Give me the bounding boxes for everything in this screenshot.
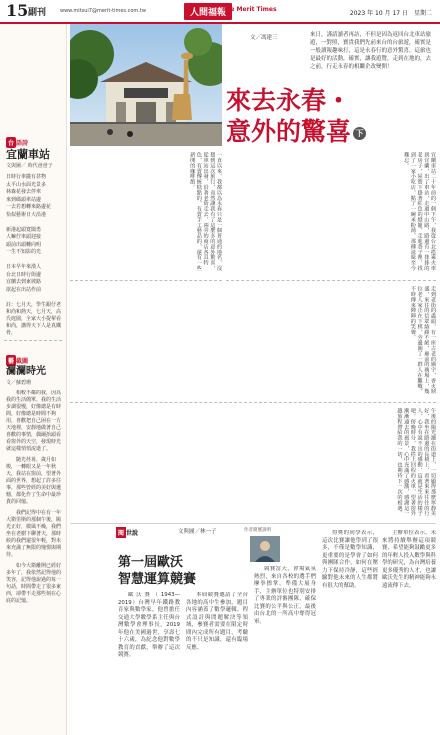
essay-body [6, 390, 62, 730]
bottom-section-rule [70, 523, 436, 524]
essay-category-text: 截圖 [16, 358, 29, 365]
essay-category-tag: 藝 [6, 355, 16, 366]
bottom-paragraph: 歐沃賽（1943—2019）台灣早年鐵路教育家與數學家，他曾擔任交通大學數學系主任與台灣數學會理事長，2019年他在美國過世，享壽七十六歲，為紀念他對數學教育的貢獻，舉辦了這次競賽。 [118, 592, 180, 658]
bottom-title [118, 554, 196, 588]
essay-paragraph: 隨光荏苒，歲月如梭，一轉眼又是一年秋天，我站在窗前，望著外面的世界，想起了許多往事，那些曾經的美好與遺憾，都化作了生命中最珍貴的回憶。 [6, 457, 62, 505]
issue-date: 2023 年 10 月 17 日 星期二 [349, 10, 432, 17]
feature-body-block-1 [226, 152, 436, 276]
poem-line: 恰似藝術日大沿港 [6, 211, 47, 218]
poem-line: 欲起在出站作前 [6, 286, 42, 293]
poem-category-text: 語詩 [16, 140, 29, 147]
feature-divider-2 [70, 280, 222, 281]
feature-paragraph: 走到老街的盡頭，有一座古老的廟宇，香火鼎盛，來往的信眾絡繹不絕，廟前的廣場上，幾位老人家正在下棋，旁邊圍了一群人在觀戰，不時傳來陣陣的笑聲。 [409, 286, 436, 394]
poem-line: 一生不知影的光 [6, 249, 42, 255]
bottom-column-2 [186, 592, 248, 730]
bottom-paragraph: 得獎的同學表示，這次比賽讓他學到了很多，不僅是數學知識，更重要的是學會了如何與團隊合作，如何在壓力下保持冷靜，這些經驗對他未來的人生都將有很大的幫助。 [322, 530, 378, 589]
feature-paragraph: 午後的陽光灑在街道上，一切顯得那麼寧靜美好，我坐在路邊的長椅上，看著來來往往的行人，心中有說不出的感動，這就是生活的樣子吧。 [409, 408, 436, 516]
feature-title-line1: 來去永春・ [226, 86, 352, 115]
poem-line: 太平山水面光景多 [6, 181, 47, 188]
poem-line: 林森花發去伴車 [6, 189, 42, 195]
poem-line: 宜蘭去到東坡路 [6, 279, 42, 285]
bottom-kicker-text: 世說 [126, 530, 139, 537]
bottom-column-3 [254, 566, 316, 730]
part-badge: 下 [353, 127, 366, 140]
poem-author: 文與圖／ 時代爸爸子 [6, 163, 53, 169]
section-name: 副刊 [28, 8, 47, 18]
poem-line: 頭前出頭轉向明 [6, 241, 42, 248]
poem-title: 宜蘭車站 [6, 148, 50, 161]
essay-author: 文／蘇碧珊 [6, 380, 32, 386]
station-photo [70, 24, 222, 146]
feature-body-block-3 [70, 286, 436, 398]
bottom-paragraph: 競賽當天，會場氣氛熱烈，來自各校的選手們摩拳擦掌，準備大展身手，主辦單位也特別安排了專業的評審團隊，確保比賽的公平與公正，最後由台北的一所高中奪得冠軍。 [254, 566, 316, 625]
bottom-kicker [116, 527, 138, 538]
essay-paragraph: 我們記得中在有一年大衛里斯的那個午後，陽光正好，微風不燥，我們坐在老樹下聊著天，那時候的我們還很年輕，對未來充滿了無限的憧憬與期待。 [6, 510, 62, 558]
bottom-paragraph: 本屆競賽邀請了全台各地的高中生參加，題目內容涵蓋了數學邏輯、程式設計與問題解決等領域，參賽者需要在限定時間內完成所有題目，考驗的不只是知識，還有臨場反應。 [186, 592, 248, 651]
poem-line: 日時行車攏有甚物 [6, 174, 47, 180]
poem-line: 來到碼頭車站邊 [6, 196, 42, 203]
bottom-paragraph: 主辦單位表示，未來將持續舉辦這項競賽，希望能夠鼓勵更多的年輕人投入數學與科學的研究，為台灣培養更多優秀的人才，也讓歐沃先生的精神能夠永遠流傳下去。 [382, 530, 436, 589]
feature-body-block-2 [70, 152, 222, 276]
bottom-kicker-tag: 閱 [116, 527, 126, 538]
bottom-column-4 [322, 530, 378, 730]
section-url: www.mitsui7@merit-times.com.tw [60, 8, 146, 14]
essay-title: 瀾瀾時光 [6, 366, 46, 377]
poem-body [6, 174, 64, 294]
bottom-column-5 [382, 530, 436, 730]
poem-line: 一去若想轉來路邊花 [6, 204, 52, 210]
newspaper-logo-english: The Merit Times [222, 6, 277, 13]
author-profile-label: 作者簡歷說明 [244, 528, 271, 533]
feature-title-line2: 意外的驚喜 [226, 117, 352, 146]
feature-divider-3 [70, 402, 436, 403]
author-photo [250, 536, 280, 562]
bottom-title-line2: 智慧運算競賽 [118, 572, 197, 587]
feature-body-block-4 [70, 408, 436, 518]
feature-paragraph: 一直以來，我都以為永春只是一個普通的地名，沒想到這次旅行，竟然讓我有了這麼多的意外驚喜，從車站出發，沿著老街走去，兩旁的商店各具特色，有賣傳統糕點的，有賣手工藝品的，還有一些新開的咖啡館。 [189, 152, 222, 271]
poem-line: 新港起頭寬闊勇 [6, 226, 42, 233]
bottom-column-1 [118, 592, 180, 730]
feature-paragraph: 宜蘭車站二十年前的一個下午，我從台北搭乘火車到宜蘭，出了車站，走過中山路，路邊有一排排的老房子，屋簷下掛著紅色的燈籠，走進巷子裡，找到了一家小吃店，點了一碗米粉湯，那種滋味至今難忘。 [403, 152, 436, 271]
poem-line: 台北日時行街邊 [6, 271, 42, 278]
poem-line: 日本早年來漢人 [6, 264, 42, 270]
bottom-title-line1: 第一屆歐沃 [118, 555, 184, 570]
bottom-author: 文與圖／林一子 [178, 529, 217, 535]
feature-divider-1 [226, 280, 436, 281]
feature-paragraph: 傍晚時分，我搭上回程的火車，望著窗外漸漸遠去的風景，心中充滿了感激，感謝這一趟旅程帶給我的一切，也期待下一次的相遇。 [396, 408, 416, 517]
poem-note: 註：七月天，學生跟仔老和尚和熱天，七月天，高氏庭園，全家大小提挈看和尚，講得天下人是真鐵骨， [6, 302, 62, 336]
feature-title [226, 85, 436, 147]
feature-byline: 文／馮建三 [250, 35, 278, 41]
left-divider [4, 340, 62, 341]
poem-category-tag: 台 [6, 137, 16, 148]
feature-intro: 來日，謹請讀者再訪，不但是因為返回台北車站旅遊，一對照，寶貴我們先前來台的台旅遊，確實是一般讀報趣味打，這是永春行的意外驚喜，這旅也是最好的活動，確實，讓我遊覽，走到在地的，去之前，行走永春的相繼企改變開！ [310, 32, 432, 70]
page-number: 15 [6, 1, 29, 20]
essay-paragraph: 相較不鄰的我，因為我的生活簡單，我的生活步調很慢，好像總是有時間，好像總是時間不夠用，喜歡把自己困在一方天地裡，安靜地做著自己喜歡的事情，偶爾抬頭看看窗外的天空，發現時光就這樣悄悄流逝了。 [6, 390, 62, 452]
poem-line [6, 219, 64, 227]
essay-paragraph: 如今大衛離開已經好多年了，我依然記得他的笑容，記得他說過的每一句話，時間帶走了很多東西，卻帶不走那些刻在心底的記憶。 [6, 563, 62, 604]
poem-line: 人嘛佇車頭迎接 [6, 234, 42, 240]
poem-line [6, 257, 64, 265]
newspaper-logo: 人間福報 [184, 3, 232, 20]
